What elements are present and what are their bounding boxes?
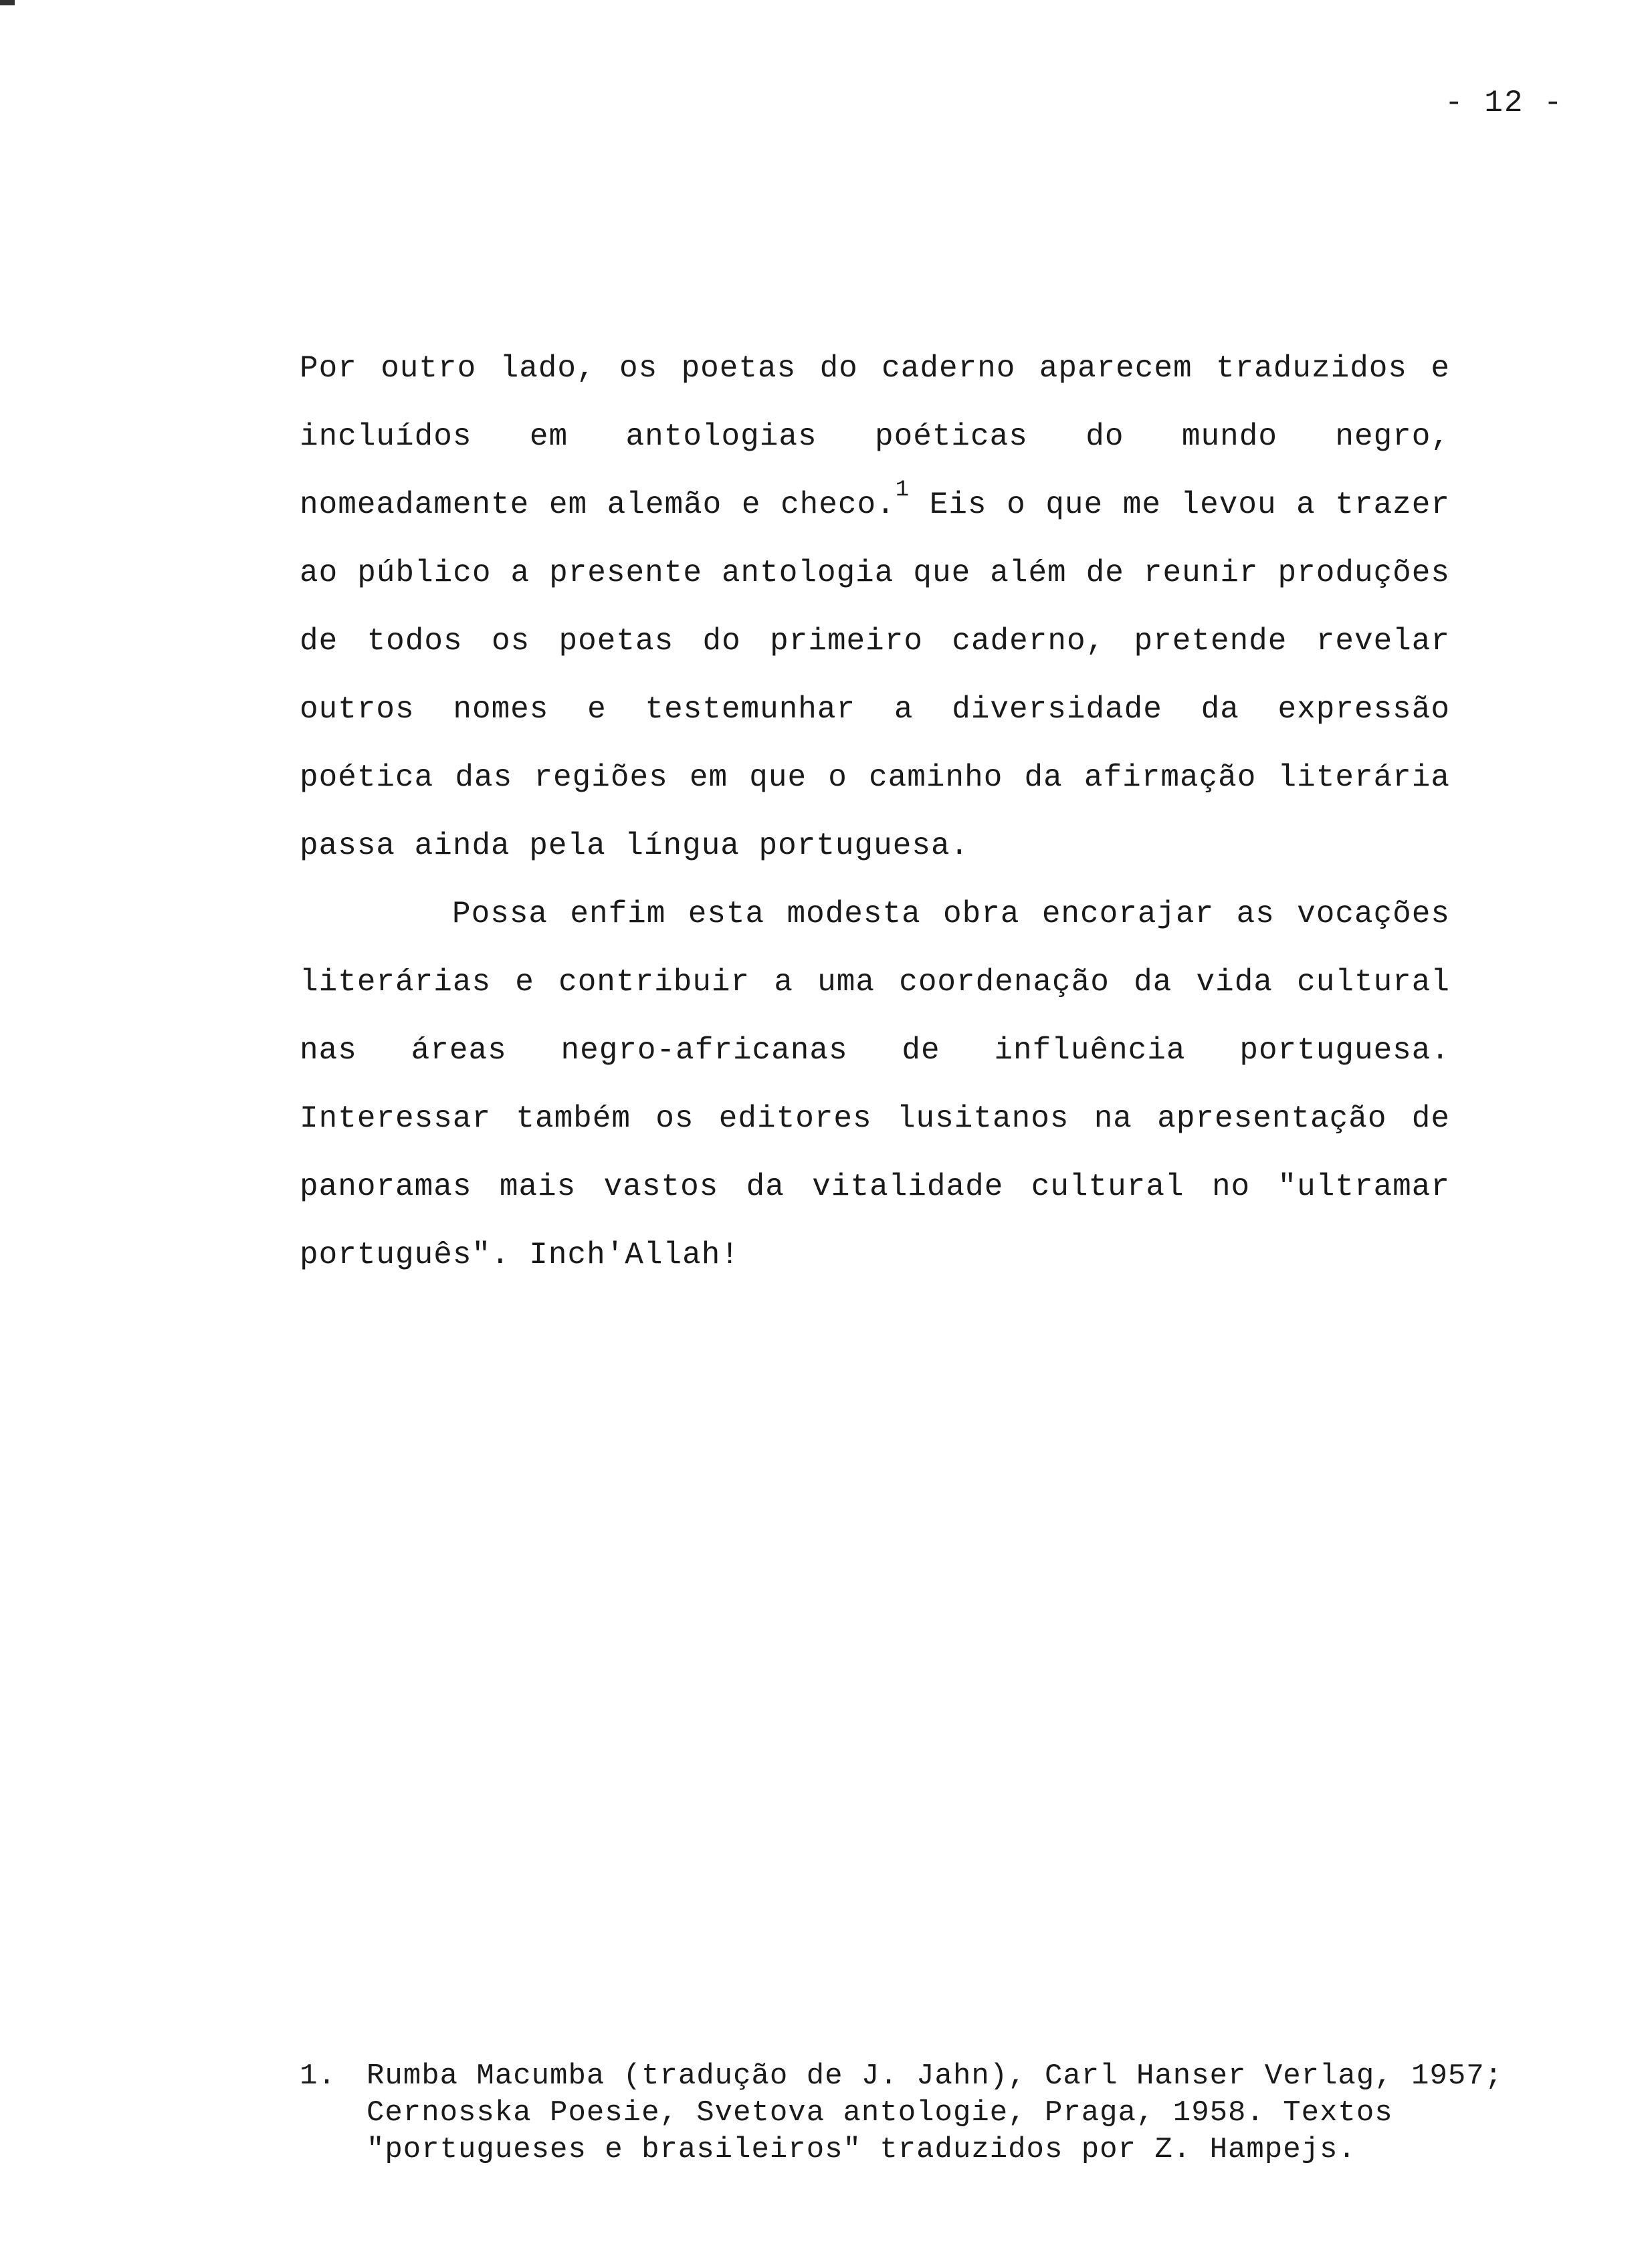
paragraph-1: [300, 334, 1450, 880]
body-text: [300, 334, 1450, 1289]
scan-artifact: [0, 0, 15, 5]
footnote-marker: 1: [895, 477, 910, 503]
paragraph-1-text-b: Eis o que me levou a trazer ao público a presente antologia que além de reunir produções de todos os poetas do primeiro caderno, pretende revelar outros nomes e testemunhar a diversidade da expressão poética das regiões em que o caminho da afirmação literária passa ainda pela língua portuguesa.: [300, 487, 1450, 863]
page-number: - 12 -: [1445, 86, 1564, 120]
footnote-text: Rumba Macumba (tradução de J. Jahn), Carl Hanser Verlag, 1957; Cernosska Poesie, Svetova antologie, Praga, 1958. Textos "portugueses e brasileiros" traduzidos por Z. Hampejs.: [367, 2059, 1504, 2166]
footnote-number: 1.: [300, 2059, 336, 2093]
paragraph-1-text-a: Por outro lado, os poetas do caderno aparecem traduzidos e incluídos em antologias poéticas do mundo negro, nomeadamente em alemão e checo.: [300, 351, 1450, 522]
paragraph-2: Possa enfim esta modesta obra encorajar as vocações literárias e contribuir a uma coordenação da vida cultural nas áreas negro-africanas de influência portuguesa. Interessar também os editores lusitanos na apresentação de panoramas mais vastos da vitalidade cultural no "ultramar português". Inch'Allah!: [300, 897, 1450, 1272]
footnote: [300, 2058, 1504, 2168]
